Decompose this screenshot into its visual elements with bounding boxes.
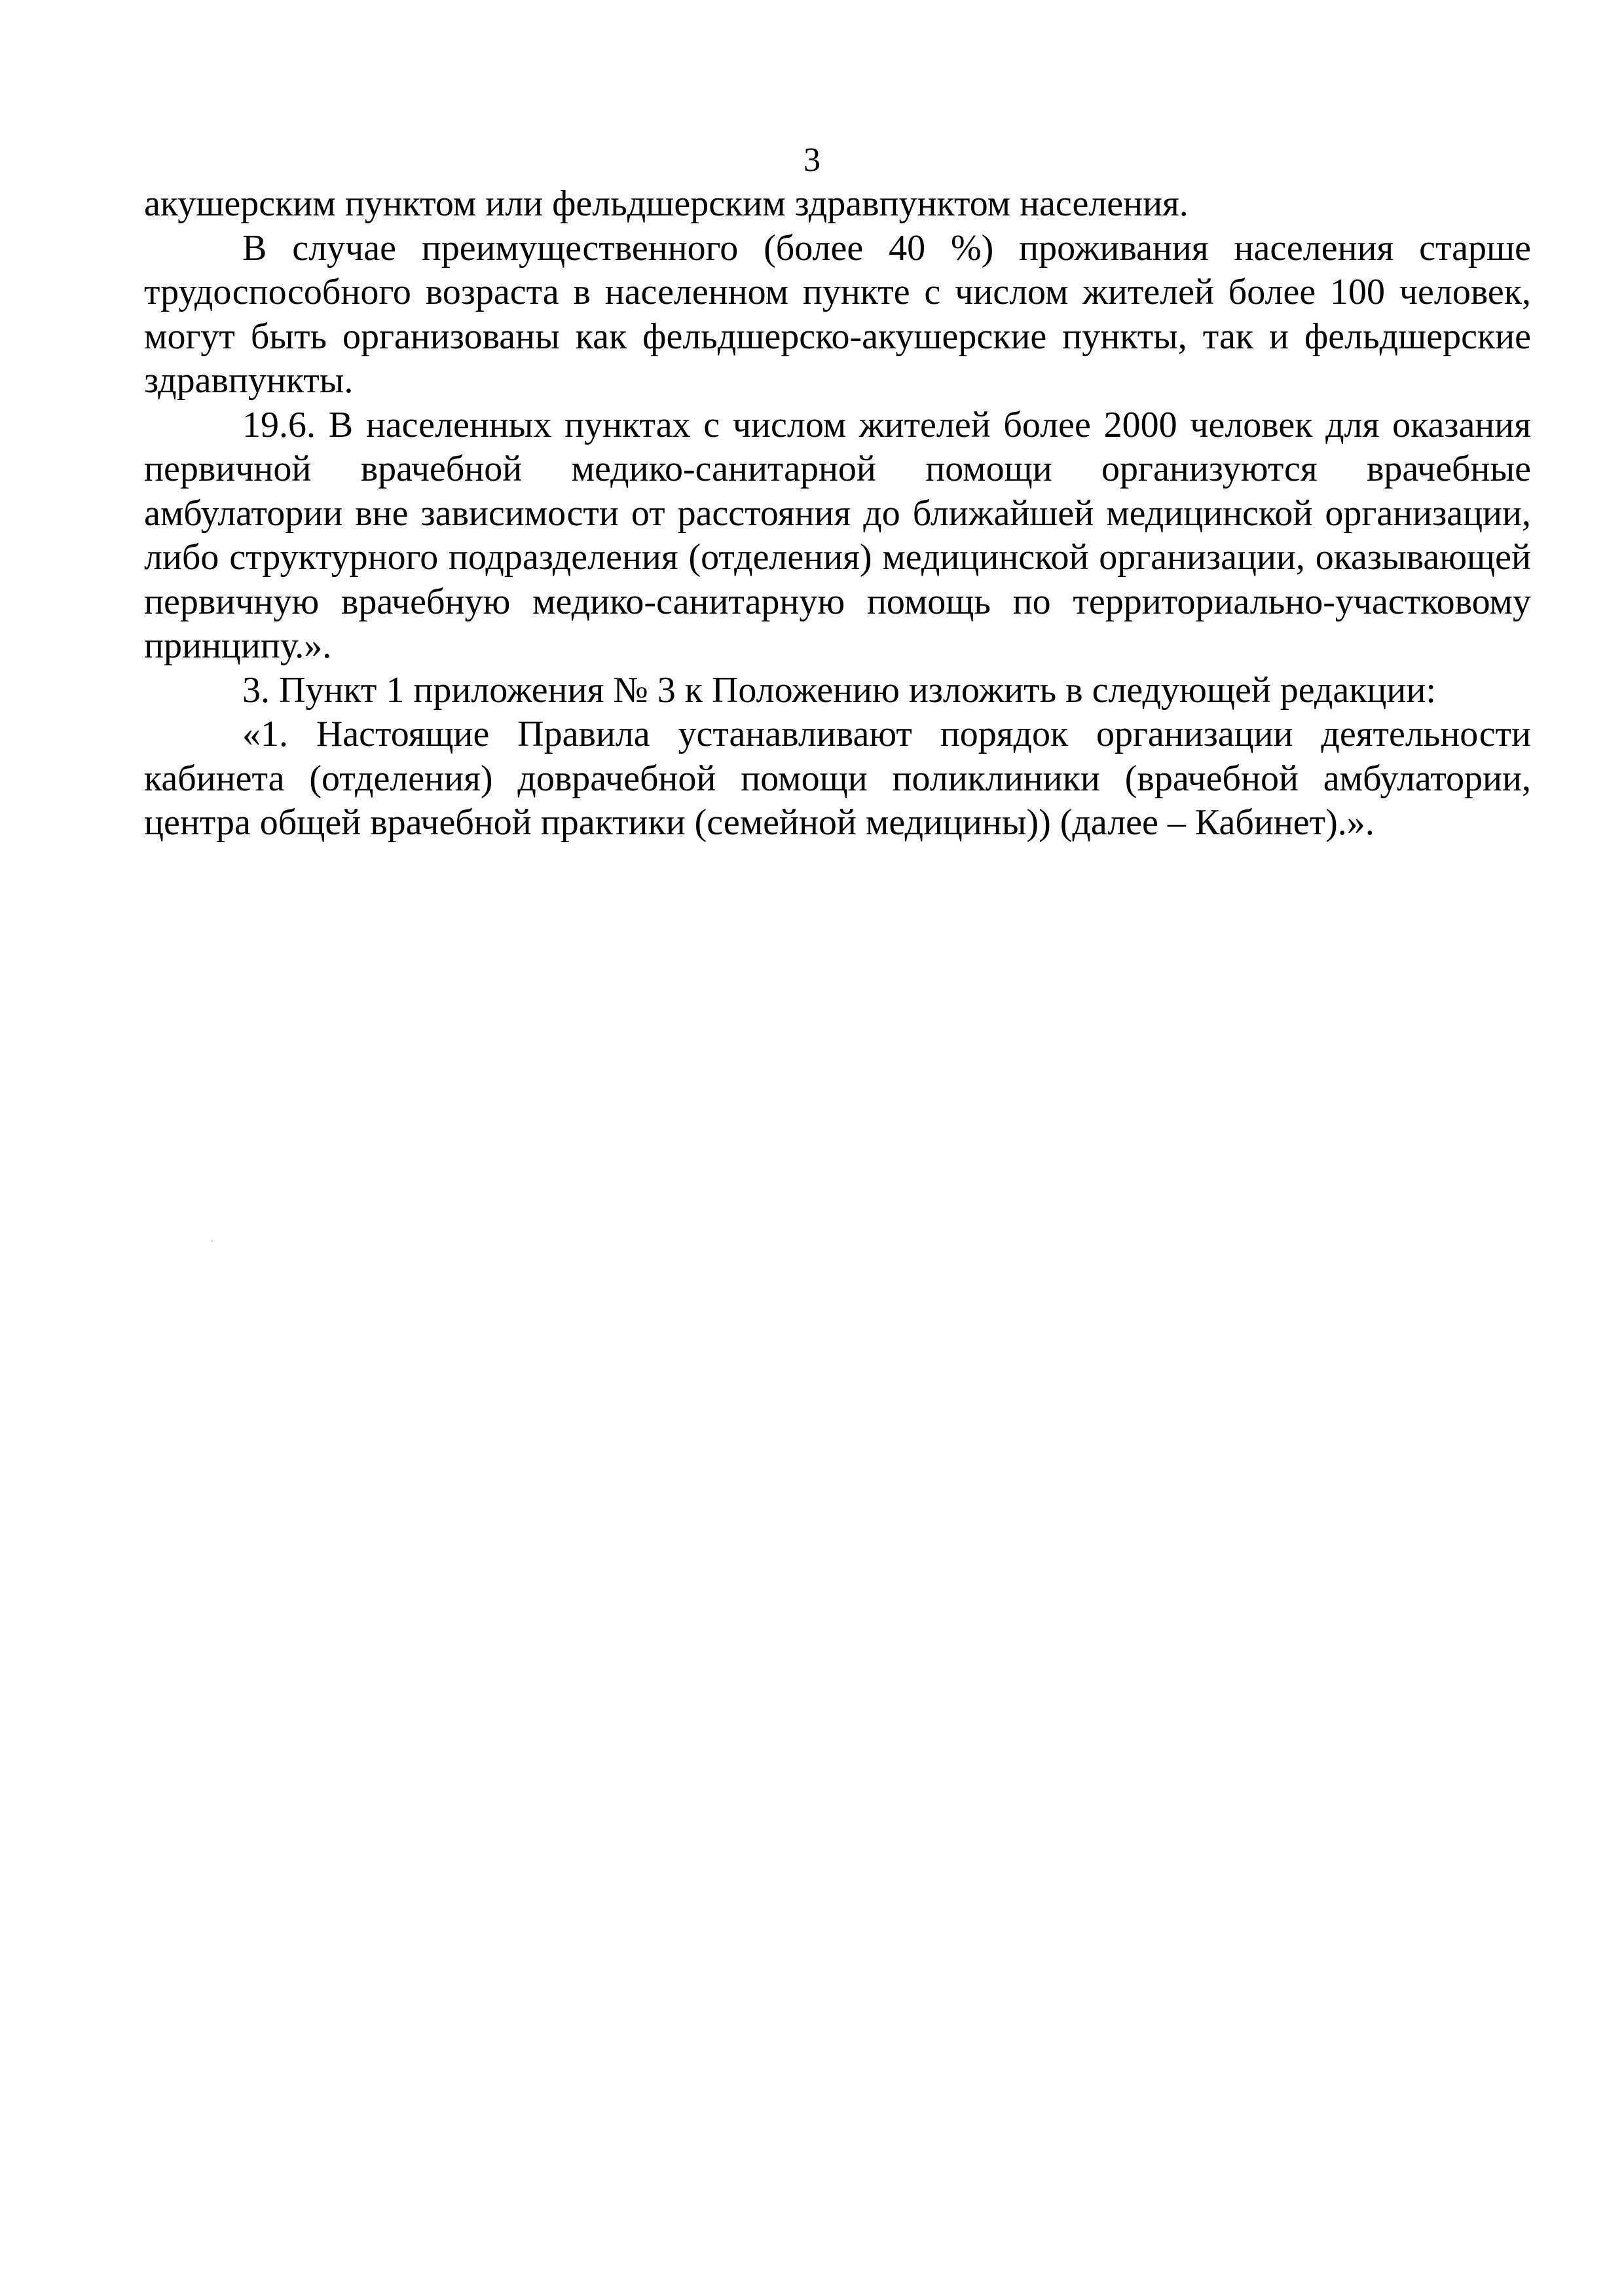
paragraph-rules-quote: «1. Настоящие Правила устанавливают порядок организации деятельности кабинета (отделения) доврачебной помощи поликлиники (врачебной амбулатории, центра общей врачебной практики (семейной медицины)) (далее – Кабинет).». (144, 714, 1531, 843)
paragraph-19-6: 19.6. В населенных пунктах с числом жителей более 2000 человек для оказания первичной врачебной медико-санитарной помощи организуются врачебные амбулатории вне зависимости от расстояния до ближайшей медицинской организации, либо структурного подразделения (отделения) медицинской организации, оказывающей первичную врачебную медико-санитарную помощь по территориально-участковому принципу.». (144, 404, 1531, 666)
paragraph-item-3: 3. Пункт 1 приложения № 3 к Положению изложить в следующей редакции: (242, 669, 1436, 711)
paragraph-continuation: акушерским пунктом или фельдшерским здравпунктом населения. (144, 183, 1189, 224)
page-number: 3 (803, 141, 821, 179)
document-body (144, 182, 1531, 845)
scan-speck (212, 1240, 213, 1242)
paragraph-elderly-population: В случае преимущественного (более 40 %) проживания населения старше трудоспособного возраста в населенном пункте с числом жителей более 100 человек, могут быть организованы как фельдшерско-акушерские пункты, так и фельдшерские здравпункты. (144, 227, 1531, 401)
